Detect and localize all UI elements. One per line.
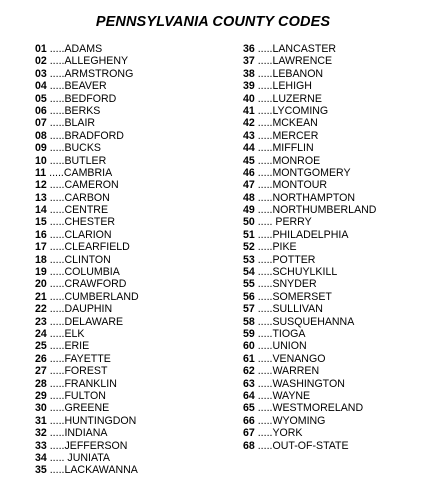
county-code: 16 xyxy=(35,228,47,241)
county-name: .....HUNTINGDON xyxy=(46,414,137,427)
county-code: 27 xyxy=(35,365,47,378)
county-row xyxy=(35,167,139,179)
county-name: .....WARREN xyxy=(254,365,320,378)
county-code: 15 xyxy=(35,216,47,229)
county-row xyxy=(35,204,139,216)
county-row xyxy=(243,365,376,377)
county-name: .....VENANGO xyxy=(254,352,326,365)
county-row xyxy=(35,390,139,402)
county-code: 61 xyxy=(243,352,255,365)
county-name: .....CARBON xyxy=(46,191,110,204)
county-row xyxy=(243,216,376,228)
county-code: 38 xyxy=(243,67,255,80)
county-code: 42 xyxy=(243,117,255,130)
county-row xyxy=(35,340,139,352)
county-code: 13 xyxy=(35,191,47,204)
county-code: 28 xyxy=(35,377,47,390)
county-row xyxy=(243,427,376,439)
county-code: 29 xyxy=(35,389,47,402)
county-name: .....NORTHUMBERLAND xyxy=(254,204,377,217)
county-row xyxy=(243,93,376,105)
county-row xyxy=(243,415,376,427)
county-row xyxy=(243,254,376,266)
county-name: ..... PERRY xyxy=(254,216,312,229)
county-name: .....ADAMS xyxy=(46,43,103,55)
county-code: 06 xyxy=(35,104,47,117)
county-code: 50 xyxy=(243,216,255,229)
county-code: 63 xyxy=(243,377,255,390)
county-code: 40 xyxy=(243,92,255,105)
county-name: .....BERKS xyxy=(46,104,101,117)
county-name: .....DELAWARE xyxy=(46,315,124,328)
county-row xyxy=(35,155,139,167)
county-name: .....ELK xyxy=(46,327,85,340)
county-row xyxy=(243,402,376,414)
county-row xyxy=(35,316,139,328)
county-row xyxy=(35,415,139,427)
county-code: 30 xyxy=(35,402,47,415)
county-name: .....MONROE xyxy=(254,154,321,167)
county-row xyxy=(243,130,376,142)
county-code: 26 xyxy=(35,352,47,365)
county-code: 46 xyxy=(243,166,255,179)
county-code: 17 xyxy=(35,241,47,254)
county-name: .....WASHINGTON xyxy=(254,377,345,390)
county-name: .....SCHUYLKILL xyxy=(254,266,338,279)
county-row xyxy=(243,68,376,80)
county-code: 24 xyxy=(35,327,47,340)
county-row xyxy=(243,142,376,154)
county-row xyxy=(243,204,376,216)
county-code: 41 xyxy=(243,104,255,117)
county-name: .....FAYETTE xyxy=(46,352,111,365)
county-name: .....ARMSTRONG xyxy=(46,67,134,80)
county-row xyxy=(243,278,376,290)
county-name: .....ALLEGHENY xyxy=(46,55,129,68)
county-code: 52 xyxy=(243,241,255,254)
county-code: 39 xyxy=(243,80,255,93)
county-row xyxy=(35,291,139,303)
county-row xyxy=(35,117,139,129)
county-code: 02 xyxy=(35,55,47,68)
county-row xyxy=(243,266,376,278)
county-name: .....CUMBERLAND xyxy=(46,290,139,303)
county-name: .....BUTLER xyxy=(46,154,107,167)
county-row xyxy=(35,353,139,365)
county-name: .....MONTGOMERY xyxy=(254,166,351,179)
county-code: 35 xyxy=(35,464,47,477)
county-row xyxy=(243,55,376,67)
county-code: 56 xyxy=(243,290,255,303)
county-code: 49 xyxy=(243,204,255,217)
county-name: .....WAYNE xyxy=(254,389,311,402)
county-code: 59 xyxy=(243,327,255,340)
county-name: .....MIFFLIN xyxy=(254,142,314,155)
county-name: .....SOMERSET xyxy=(254,290,332,303)
county-code: 44 xyxy=(243,142,255,155)
county-name: .....JEFFERSON xyxy=(46,439,128,452)
county-code: 31 xyxy=(35,414,47,427)
county-code: 10 xyxy=(35,154,47,167)
county-code: 08 xyxy=(35,129,47,142)
county-code: 12 xyxy=(35,179,47,192)
county-name: .....BLAIR xyxy=(46,117,96,130)
county-name: .....SNYDER xyxy=(254,278,317,291)
county-name: .....LUZERNE xyxy=(254,92,322,105)
county-row xyxy=(35,80,139,92)
county-row xyxy=(35,328,139,340)
county-row xyxy=(243,43,376,55)
county-code: 25 xyxy=(35,340,47,353)
county-code: 67 xyxy=(243,427,255,440)
county-row xyxy=(35,452,139,464)
county-row xyxy=(35,303,139,315)
county-row xyxy=(243,340,376,352)
county-name: .....TIOGA xyxy=(254,327,306,340)
county-name: .....BEDFORD xyxy=(46,92,117,105)
county-row xyxy=(35,402,139,414)
county-name: .....LEBANON xyxy=(254,67,324,80)
county-name: .....CLEARFIELD xyxy=(46,241,130,254)
county-name: .....CAMERON xyxy=(46,179,119,192)
county-name: .....CAMBRIA xyxy=(46,166,113,179)
county-code: 01 xyxy=(35,43,47,55)
county-code: 19 xyxy=(35,266,47,279)
county-name: .....SULLIVAN xyxy=(254,303,323,316)
county-name: .....WESTMORELAND xyxy=(254,402,364,415)
county-row xyxy=(35,278,139,290)
county-name: .....YORK xyxy=(254,427,303,440)
county-row xyxy=(243,192,376,204)
county-name: .....MERCER xyxy=(254,129,319,142)
county-code: 51 xyxy=(243,228,255,241)
county-row xyxy=(243,117,376,129)
county-row xyxy=(35,464,139,476)
county-code: 53 xyxy=(243,253,255,266)
county-name: .....LANCASTER xyxy=(254,43,337,55)
county-name: .....COLUMBIA xyxy=(46,266,120,279)
page-title: PENNSYLVANIA COUNTY CODES xyxy=(95,14,331,30)
county-row xyxy=(35,266,139,278)
county-row xyxy=(35,43,139,55)
county-row xyxy=(35,55,139,67)
county-row xyxy=(35,427,139,439)
county-name: .....BRADFORD xyxy=(46,129,124,142)
county-row xyxy=(35,142,139,154)
county-name: .....SUSQUEHANNA xyxy=(254,315,355,328)
county-code: 20 xyxy=(35,278,47,291)
county-row xyxy=(35,378,139,390)
county-name: .....LAWRENCE xyxy=(254,55,333,68)
county-code: 09 xyxy=(35,142,47,155)
county-name: .....MONTOUR xyxy=(254,179,327,192)
county-row xyxy=(35,93,139,105)
county-code: 65 xyxy=(243,402,255,415)
county-name: .....CHESTER xyxy=(46,216,116,229)
county-row xyxy=(243,167,376,179)
county-row xyxy=(243,303,376,315)
county-code: 64 xyxy=(243,389,255,402)
county-name: ..... JUNIATA xyxy=(46,451,110,464)
county-code: 37 xyxy=(243,55,255,68)
county-row xyxy=(243,291,376,303)
county-name: .....WYOMING xyxy=(254,414,326,427)
county-name: .....BUCKS xyxy=(46,142,101,155)
county-row xyxy=(35,68,139,80)
county-code: 43 xyxy=(243,129,255,142)
county-name: .....POTTER xyxy=(254,253,316,266)
county-code: 58 xyxy=(243,315,255,328)
county-name: .....OUT-OF-STATE xyxy=(254,439,349,452)
county-row xyxy=(243,105,376,117)
county-code: 62 xyxy=(243,365,255,378)
county-row xyxy=(35,130,139,142)
county-name: .....UNION xyxy=(254,340,307,353)
county-name: .....PIKE xyxy=(254,241,297,254)
county-row xyxy=(243,353,376,365)
county-code: 54 xyxy=(243,266,255,279)
county-row xyxy=(35,216,139,228)
county-row xyxy=(35,254,139,266)
county-code: 60 xyxy=(243,340,255,353)
county-name: .....BEAVER xyxy=(46,80,107,93)
county-row xyxy=(243,229,376,241)
county-row xyxy=(243,316,376,328)
county-name: .....CRAWFORD xyxy=(46,278,127,291)
county-code: 55 xyxy=(243,278,255,291)
county-row xyxy=(243,440,376,452)
county-row xyxy=(35,192,139,204)
county-code: 21 xyxy=(35,290,47,303)
county-row xyxy=(243,390,376,402)
county-code: 22 xyxy=(35,303,47,316)
county-code: 48 xyxy=(243,191,255,204)
county-list-right xyxy=(243,43,376,452)
county-code: 07 xyxy=(35,117,47,130)
county-code: 04 xyxy=(35,80,47,93)
county-code: 03 xyxy=(35,67,47,80)
county-name: .....CENTRE xyxy=(46,204,109,217)
county-row xyxy=(243,328,376,340)
county-code: 32 xyxy=(35,427,47,440)
county-name: .....CLARION xyxy=(46,228,112,241)
county-code: 33 xyxy=(35,439,47,452)
county-code: 47 xyxy=(243,179,255,192)
county-name: .....MCKEAN xyxy=(254,117,318,130)
county-code: 05 xyxy=(35,92,47,105)
county-code: 23 xyxy=(35,315,47,328)
county-name: .....LYCOMING xyxy=(254,104,329,117)
county-list-left xyxy=(35,43,139,477)
county-row xyxy=(35,179,139,191)
county-name: .....FULTON xyxy=(46,389,106,402)
county-name: .....LEHIGH xyxy=(254,80,312,93)
county-code: 66 xyxy=(243,414,255,427)
county-row xyxy=(243,80,376,92)
county-name: .....FRANKLIN xyxy=(46,377,117,390)
county-name: .....ERIE xyxy=(46,340,90,353)
county-row xyxy=(35,241,139,253)
county-name: .....FOREST xyxy=(46,365,108,378)
county-row xyxy=(243,241,376,253)
county-name: .....LACKAWANNA xyxy=(46,464,138,477)
county-row xyxy=(243,179,376,191)
county-name: .....DAUPHIN xyxy=(46,303,113,316)
county-code: 45 xyxy=(243,154,255,167)
county-name: .....GREENE xyxy=(46,402,110,415)
county-code: 57 xyxy=(243,303,255,316)
county-name: .....INDIANA xyxy=(46,427,108,440)
county-code: 68 xyxy=(243,439,255,452)
county-row xyxy=(243,155,376,167)
county-code: 36 xyxy=(243,43,255,55)
county-row xyxy=(243,378,376,390)
county-code: 34 xyxy=(35,451,47,464)
county-code: 11 xyxy=(35,166,47,179)
county-name: .....CLINTON xyxy=(46,253,111,266)
county-code: 14 xyxy=(35,204,47,217)
county-row xyxy=(35,105,139,117)
county-name: .....NORTHAMPTON xyxy=(254,191,356,204)
county-row xyxy=(35,365,139,377)
county-row xyxy=(35,229,139,241)
county-code: 18 xyxy=(35,253,47,266)
county-name: .....PHILADELPHIA xyxy=(254,228,349,241)
county-row xyxy=(35,440,139,452)
